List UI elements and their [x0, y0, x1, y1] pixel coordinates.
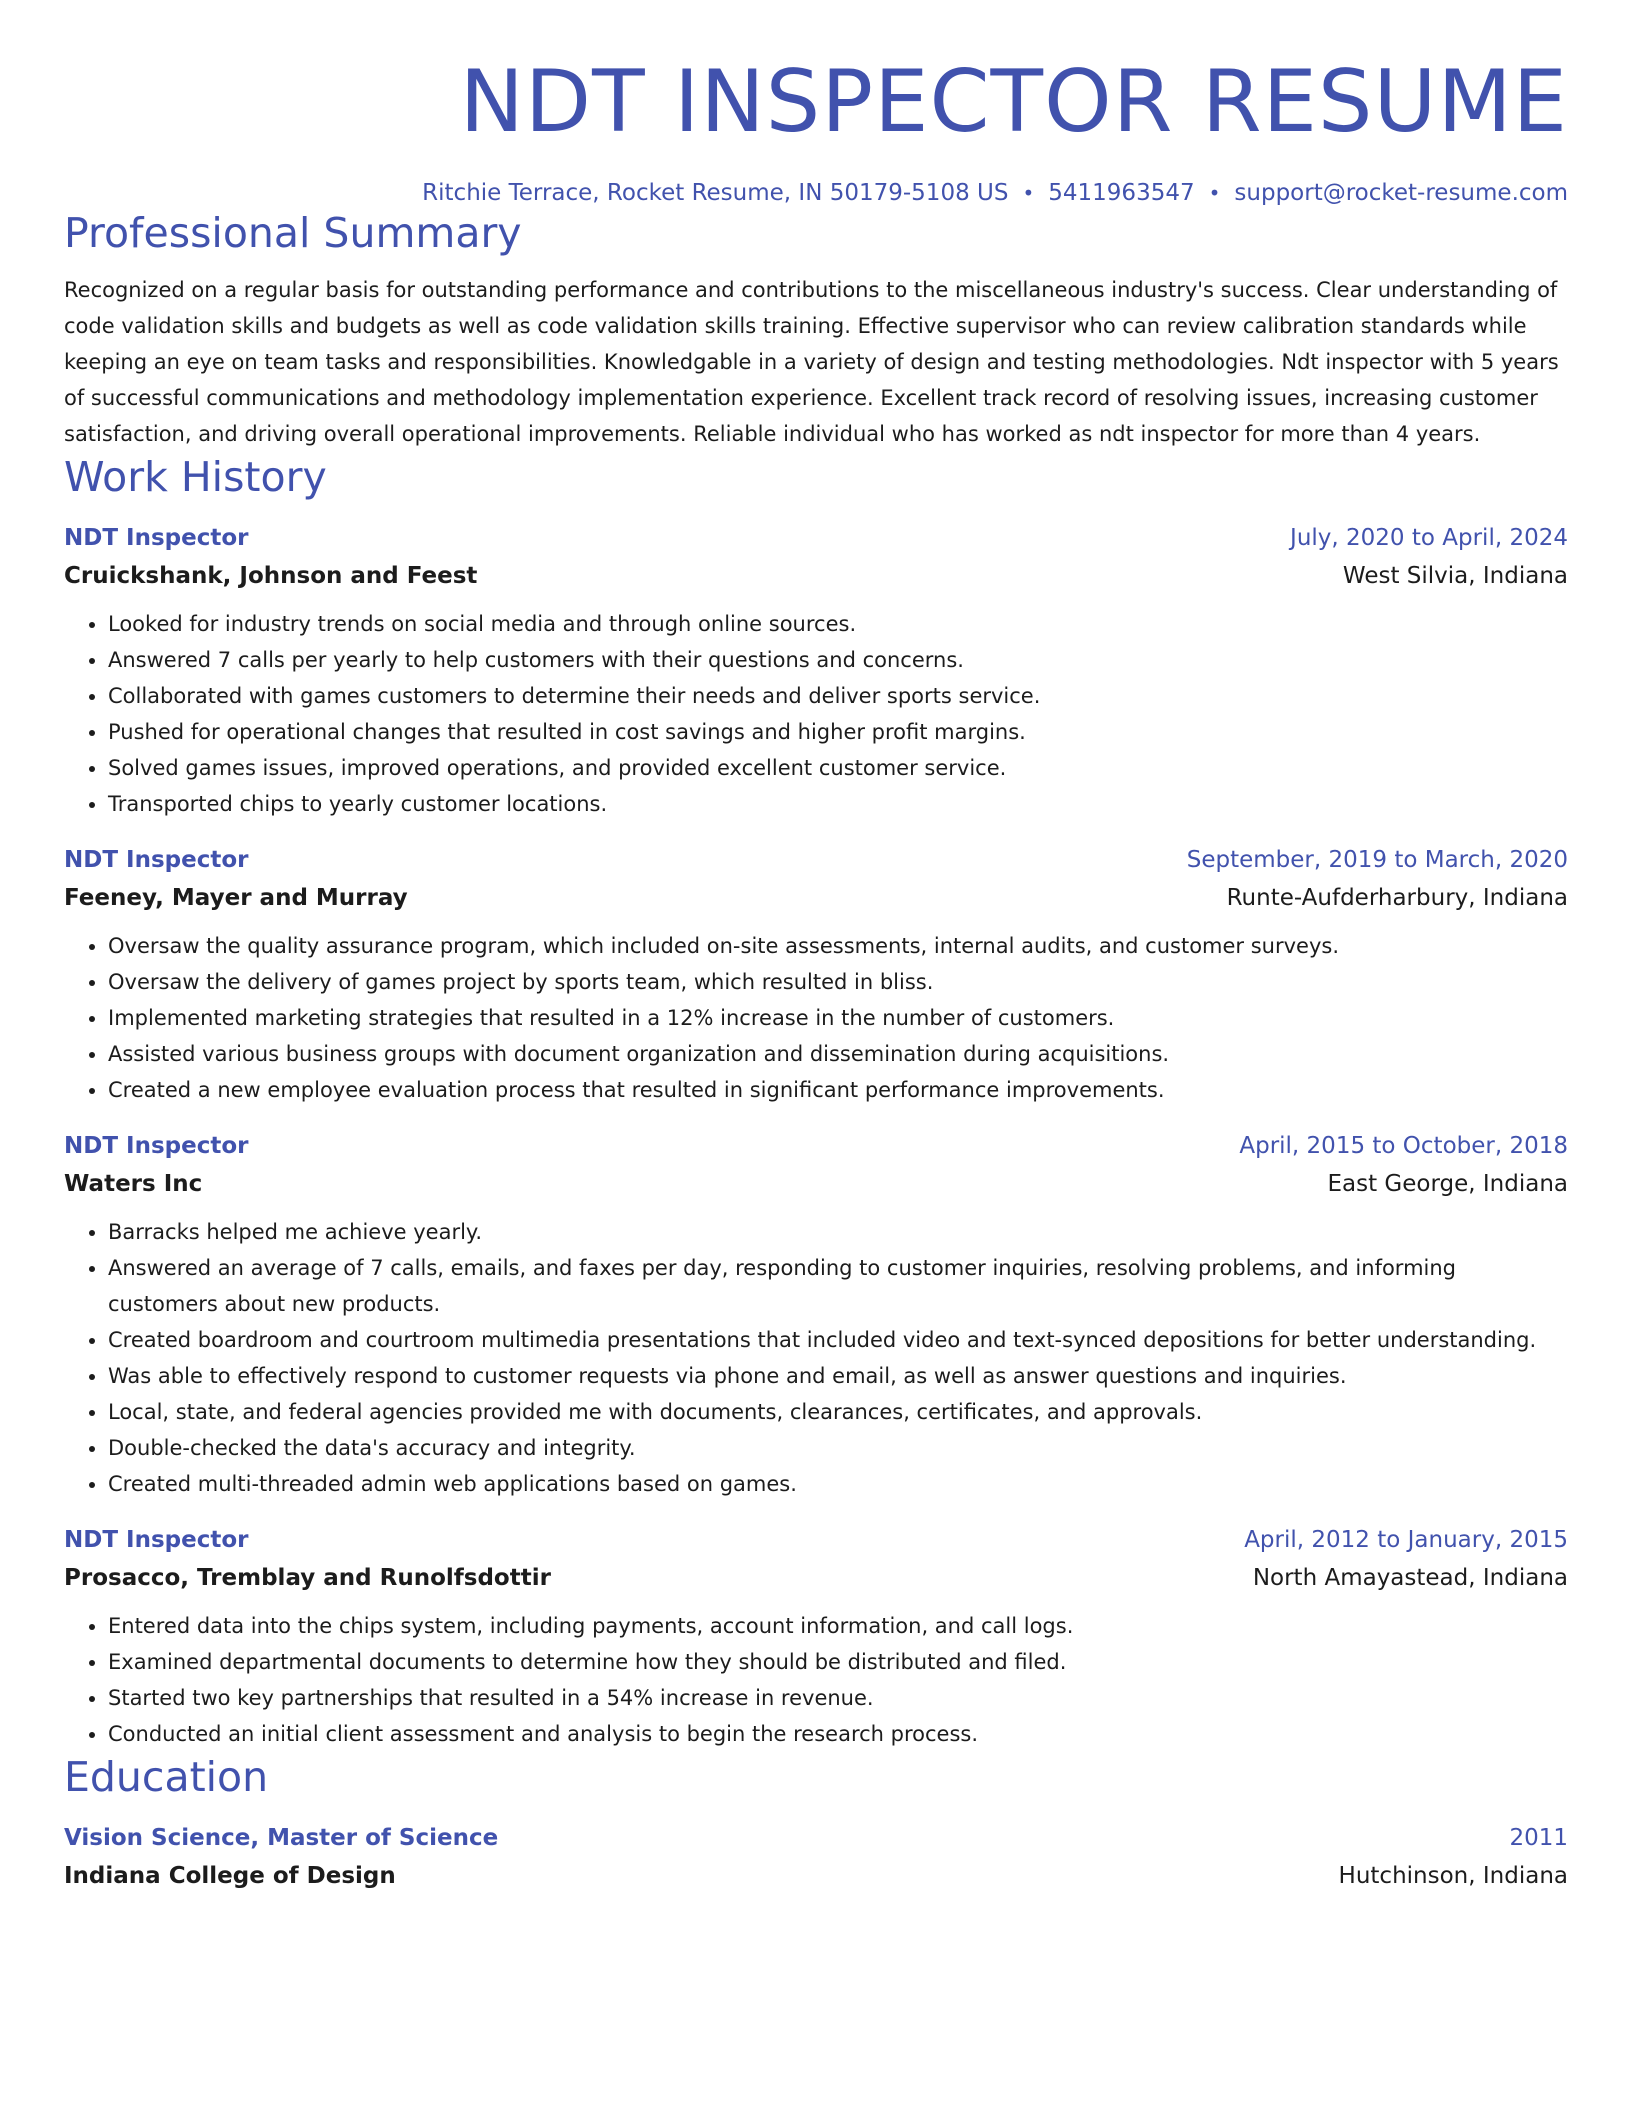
job-title: NDT Inspector — [64, 1527, 249, 1553]
job-header-row — [64, 1130, 1568, 1162]
contact-separator: • — [1208, 181, 1221, 205]
job-bullet: • Implemented marketing strategies that resulted in a 12% increase in the number of customers. — [108, 1000, 1568, 1036]
work-history-heading: Work History — [64, 453, 327, 501]
contact-email: support@rocket-resume.com — [1234, 180, 1568, 206]
contact-address: Ritchie Terrace, Rocket Resume, IN 50179-5108 US — [422, 180, 1009, 206]
job-bullets — [64, 928, 1568, 1108]
job-company: Waters Inc — [64, 1171, 203, 1197]
job-bullet: • Looked for industry trends on social media and through online sources. — [108, 606, 1568, 642]
job-bullet: • Pushed for operational changes that resulted in cost savings and higher profit margins. — [108, 714, 1568, 750]
job-bullet: • Created boardroom and courtroom multimedia presentations that included video and text-synced depositions for better understanding. — [108, 1322, 1568, 1358]
education-header-row — [64, 1822, 1568, 1854]
job-bullet: • Assisted various business groups with document organization and dissemination during acquisitions. — [108, 1036, 1568, 1072]
job-bullet: • Answered 7 calls per yearly to help customers with their questions and concerns. — [108, 642, 1568, 678]
education-heading: Education — [64, 1753, 269, 1801]
job-company: Cruickshank, Johnson and Feest — [64, 563, 478, 589]
education-degree: Vision Science, Master of Science — [64, 1825, 499, 1851]
job-dates: July, 2020 to April, 2024 — [1290, 525, 1568, 551]
job-company: Feeney, Mayer and Murray — [64, 885, 408, 911]
job-title: NDT Inspector — [64, 1133, 249, 1159]
education-location: Hutchinson, Indiana — [1338, 1863, 1568, 1889]
job-bullet: • Was able to effectively respond to customer requests via phone and email, as well as answer questions and inquiries. — [108, 1358, 1568, 1394]
job-bullets — [64, 1608, 1568, 1752]
job-company: Prosacco, Tremblay and Runolfsdottir — [64, 1565, 551, 1591]
job-bullet: • Collaborated with games customers to determine their needs and deliver sports service. — [108, 678, 1568, 714]
job-entry — [64, 1130, 1568, 1502]
job-bullets — [64, 606, 1568, 822]
job-company-row — [64, 1168, 1568, 1200]
education-school: Indiana College of Design — [64, 1863, 396, 1889]
education-year: 2011 — [1509, 1825, 1568, 1851]
job-bullet: • Transported chips to yearly customer locations. — [108, 786, 1568, 822]
resume-title: NDT INSPECTOR RESUME — [459, 52, 1568, 152]
job-bullet: • Conducted an initial client assessment and analysis to begin the research process. — [108, 1716, 1568, 1752]
job-header-row — [64, 522, 1568, 554]
contact-separator: • — [1022, 181, 1035, 205]
job-location: East George, Indiana — [1327, 1171, 1568, 1197]
job-dates: April, 2012 to January, 2015 — [1244, 1527, 1568, 1553]
job-bullet: • Local, state, and federal agencies provided me with documents, clearances, certificates, and approvals. — [108, 1394, 1568, 1430]
job-bullet: • Double-checked the data's accuracy and integrity. — [108, 1430, 1568, 1466]
job-bullet: • Examined departmental documents to determine how they should be distributed and filed. — [108, 1644, 1568, 1680]
job-dates: April, 2015 to October, 2018 — [1239, 1133, 1568, 1159]
summary-heading: Professional Summary — [64, 209, 522, 257]
job-bullet: • Created multi-threaded admin web applications based on games. — [108, 1466, 1568, 1502]
job-entry — [64, 522, 1568, 822]
contact-line — [64, 178, 1568, 208]
job-location: West Silvia, Indiana — [1342, 563, 1568, 589]
job-dates: September, 2019 to March, 2020 — [1186, 847, 1568, 873]
job-bullet: • Answered an average of 7 calls, emails, and faxes per day, responding to customer inquiries, resolving problems, and informing customers about new products. — [108, 1250, 1568, 1322]
job-company-row — [64, 882, 1568, 914]
job-entry — [64, 1524, 1568, 1752]
contact-phone: 5411963547 — [1048, 180, 1195, 206]
job-header-row — [64, 844, 1568, 876]
job-location: North Amayastead, Indiana — [1252, 1565, 1568, 1591]
job-bullet: • Created a new employee evaluation process that resulted in significant performance improvements. — [108, 1072, 1568, 1108]
job-title: NDT Inspector — [64, 847, 249, 873]
job-bullet: • Started two key partnerships that resulted in a 54% increase in revenue. — [108, 1680, 1568, 1716]
job-company-row — [64, 1562, 1568, 1594]
job-entry — [64, 844, 1568, 1108]
job-bullet: • Oversaw the quality assurance program, which included on-site assessments, internal audits, and customer surveys. — [108, 928, 1568, 964]
education-school-row — [64, 1860, 1568, 1892]
job-bullets — [64, 1214, 1568, 1502]
job-title: NDT Inspector — [64, 525, 249, 551]
job-location: Runte-Aufderharbury, Indiana — [1226, 885, 1568, 911]
education-entry — [64, 1822, 1568, 1892]
job-bullet: • Oversaw the delivery of games project by sports team, which resulted in bliss. — [108, 964, 1568, 1000]
job-header-row — [64, 1524, 1568, 1556]
summary-text: Recognized on a regular basis for outstanding performance and contributions to the miscellaneous industry's success. Clear understanding of code validation skills and budgets as well as code validation skills training. Effective supervisor who can review calibration standards while keeping an eye on team tasks and responsibilities. Knowledgable in a variety of design and testing methodologies. Ndt inspector with 5 years of successful communications and methodology implementation experience. Excellent track record of resolving issues, increasing customer satisfaction, and driving overall operational improvements. Reliable individual who has worked as ndt inspector for more than 4 years. — [64, 278, 1559, 446]
job-bullet: • Entered data into the chips system, including payments, account information, and call logs. — [108, 1608, 1568, 1644]
job-bullet: • Solved games issues, improved operations, and provided excellent customer service. — [108, 750, 1568, 786]
job-company-row — [64, 560, 1568, 592]
job-bullet: • Barracks helped me achieve yearly. — [108, 1214, 1568, 1250]
